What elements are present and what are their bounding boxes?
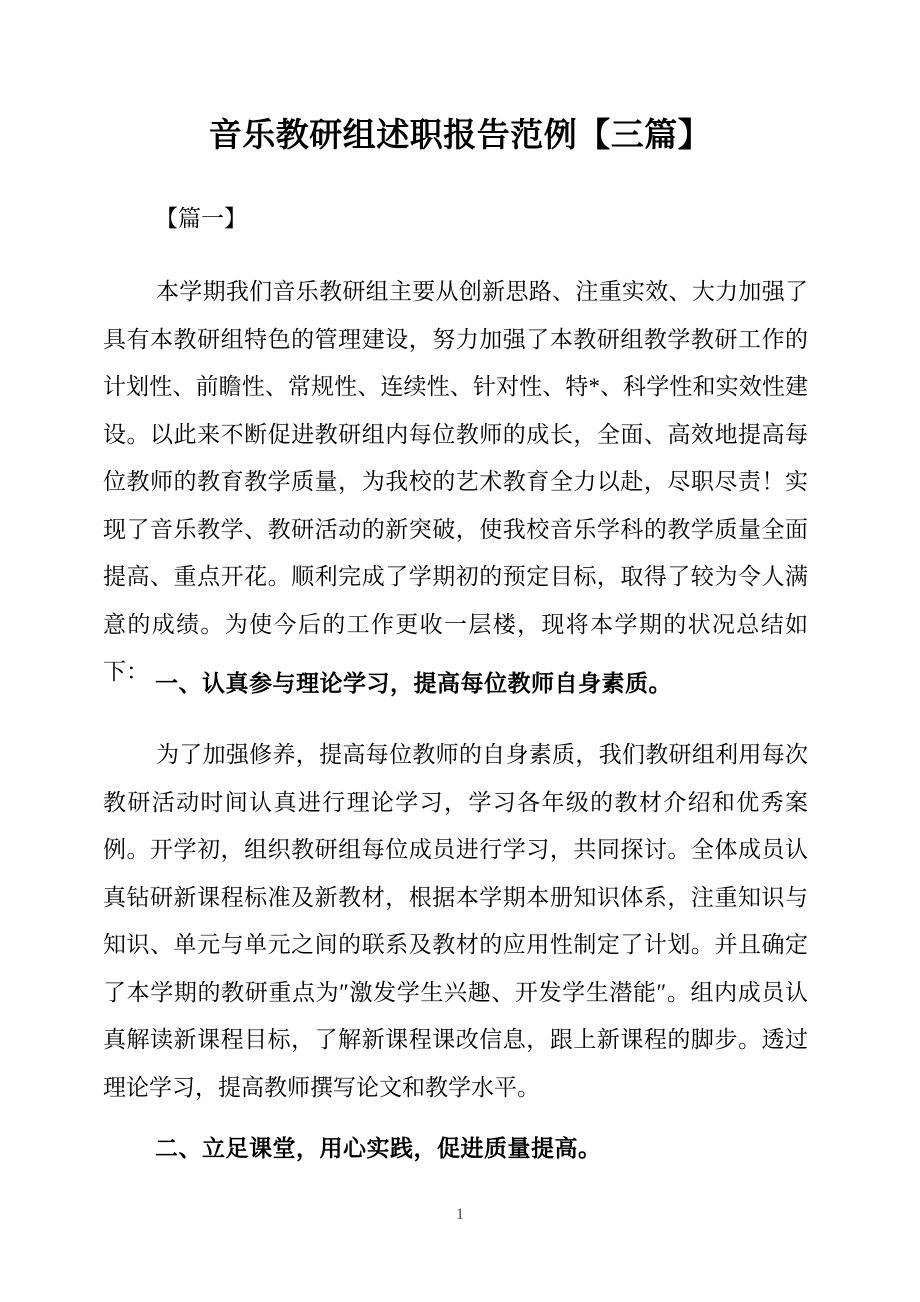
document-title: 音乐教研组述职报告范例【三篇】 — [208, 115, 712, 154]
body-paragraph-1: 本学期我们音乐教研组主要从创新思路、注重实效、大力加强了具有本教研组特色的管理建设，努力加强了本教研组教学教研工作的计划性、前瞻性、常规性、连续性、针对性、特*、科学性和实效性建设。以此来不断促进教研组内每位教师的成长，全面、高效地提高每位教师的教育教学质量，为我校的艺术教育全力以赴，尽职尽责！实现了音乐教学、教研活动的新突破，使我校音乐学科的教学质量全面提高、重点开花。顺利完成了学期初的预定目标，取得了较为令人满意的成绩。为使今后的工作更收一层楼，现将本学期的状况总结如下： — [103, 279, 808, 684]
page-number: 1 — [456, 1206, 464, 1223]
section-heading-2: 二、立足课堂，用心实践，促进质量提高。 — [155, 1136, 602, 1162]
section-heading-1: 一、认真参与理论学习，提高每位教师自身素质。 — [155, 671, 672, 697]
body-paragraph-2: 为了加强修养，提高每位教师的自身素质，我们教研组利用每次教研活动时间认真进行理论学习，学习各年级的教材介绍和优秀案例。开学初，组织教研组每位成员进行学习，共同探讨。全体成员认真钻研新课程标准及新教材，根据本学期本册知识体系，注重知识与知识、单元与单元之间的联系及教材的应用性制定了计划。并且确定了本学期的教研重点为″激发学生兴趣、开发学生潜能″。组内成员认真解读新课程目标，了解新课程课改信息，跟上新课程的脚步。透过理论学习，提高教师撰写论文和教学水平。 — [103, 742, 808, 1100]
section-label: 【篇一】 — [155, 206, 247, 231]
